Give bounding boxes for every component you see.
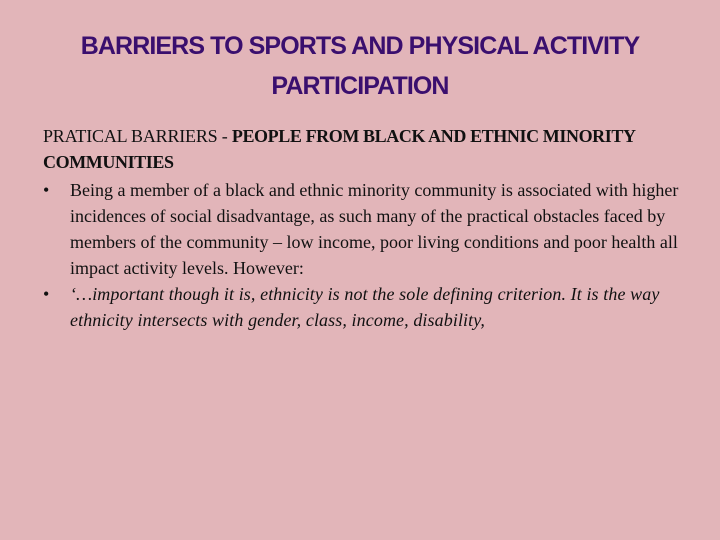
bullet-item	[43, 281, 683, 333]
bullet-quote-text: ‘…important though it is, ethnicity is not the sole defining criterion. It is the way ethnicity intersects with gender, class, income, disability,	[70, 284, 660, 330]
slide-body	[43, 123, 683, 333]
bullet-list	[43, 177, 683, 333]
subheading	[43, 123, 683, 175]
bullet-text: Being a member of a black and ethnic minority community is associated with higher incidences of social disadvantage, as such many of the practical obstacles faced by members of the community – low income, poor living conditions and poor health all impact activity levels. However:	[70, 180, 679, 278]
bullet-icon: •	[43, 284, 50, 304]
bullet-item	[43, 177, 683, 281]
slide-title: BARRIERS TO SPORTS AND PHYSICAL ACTIVITY PARTICIPATION	[80, 32, 640, 100]
subheading-emphasis: PEOPLE FROM BLACK AND ETHNIC MINORITY COMMUNITIES	[43, 126, 635, 172]
bullet-icon: •	[43, 180, 50, 200]
subheading-lead: PRATICAL BARRIERS -	[43, 126, 232, 146]
